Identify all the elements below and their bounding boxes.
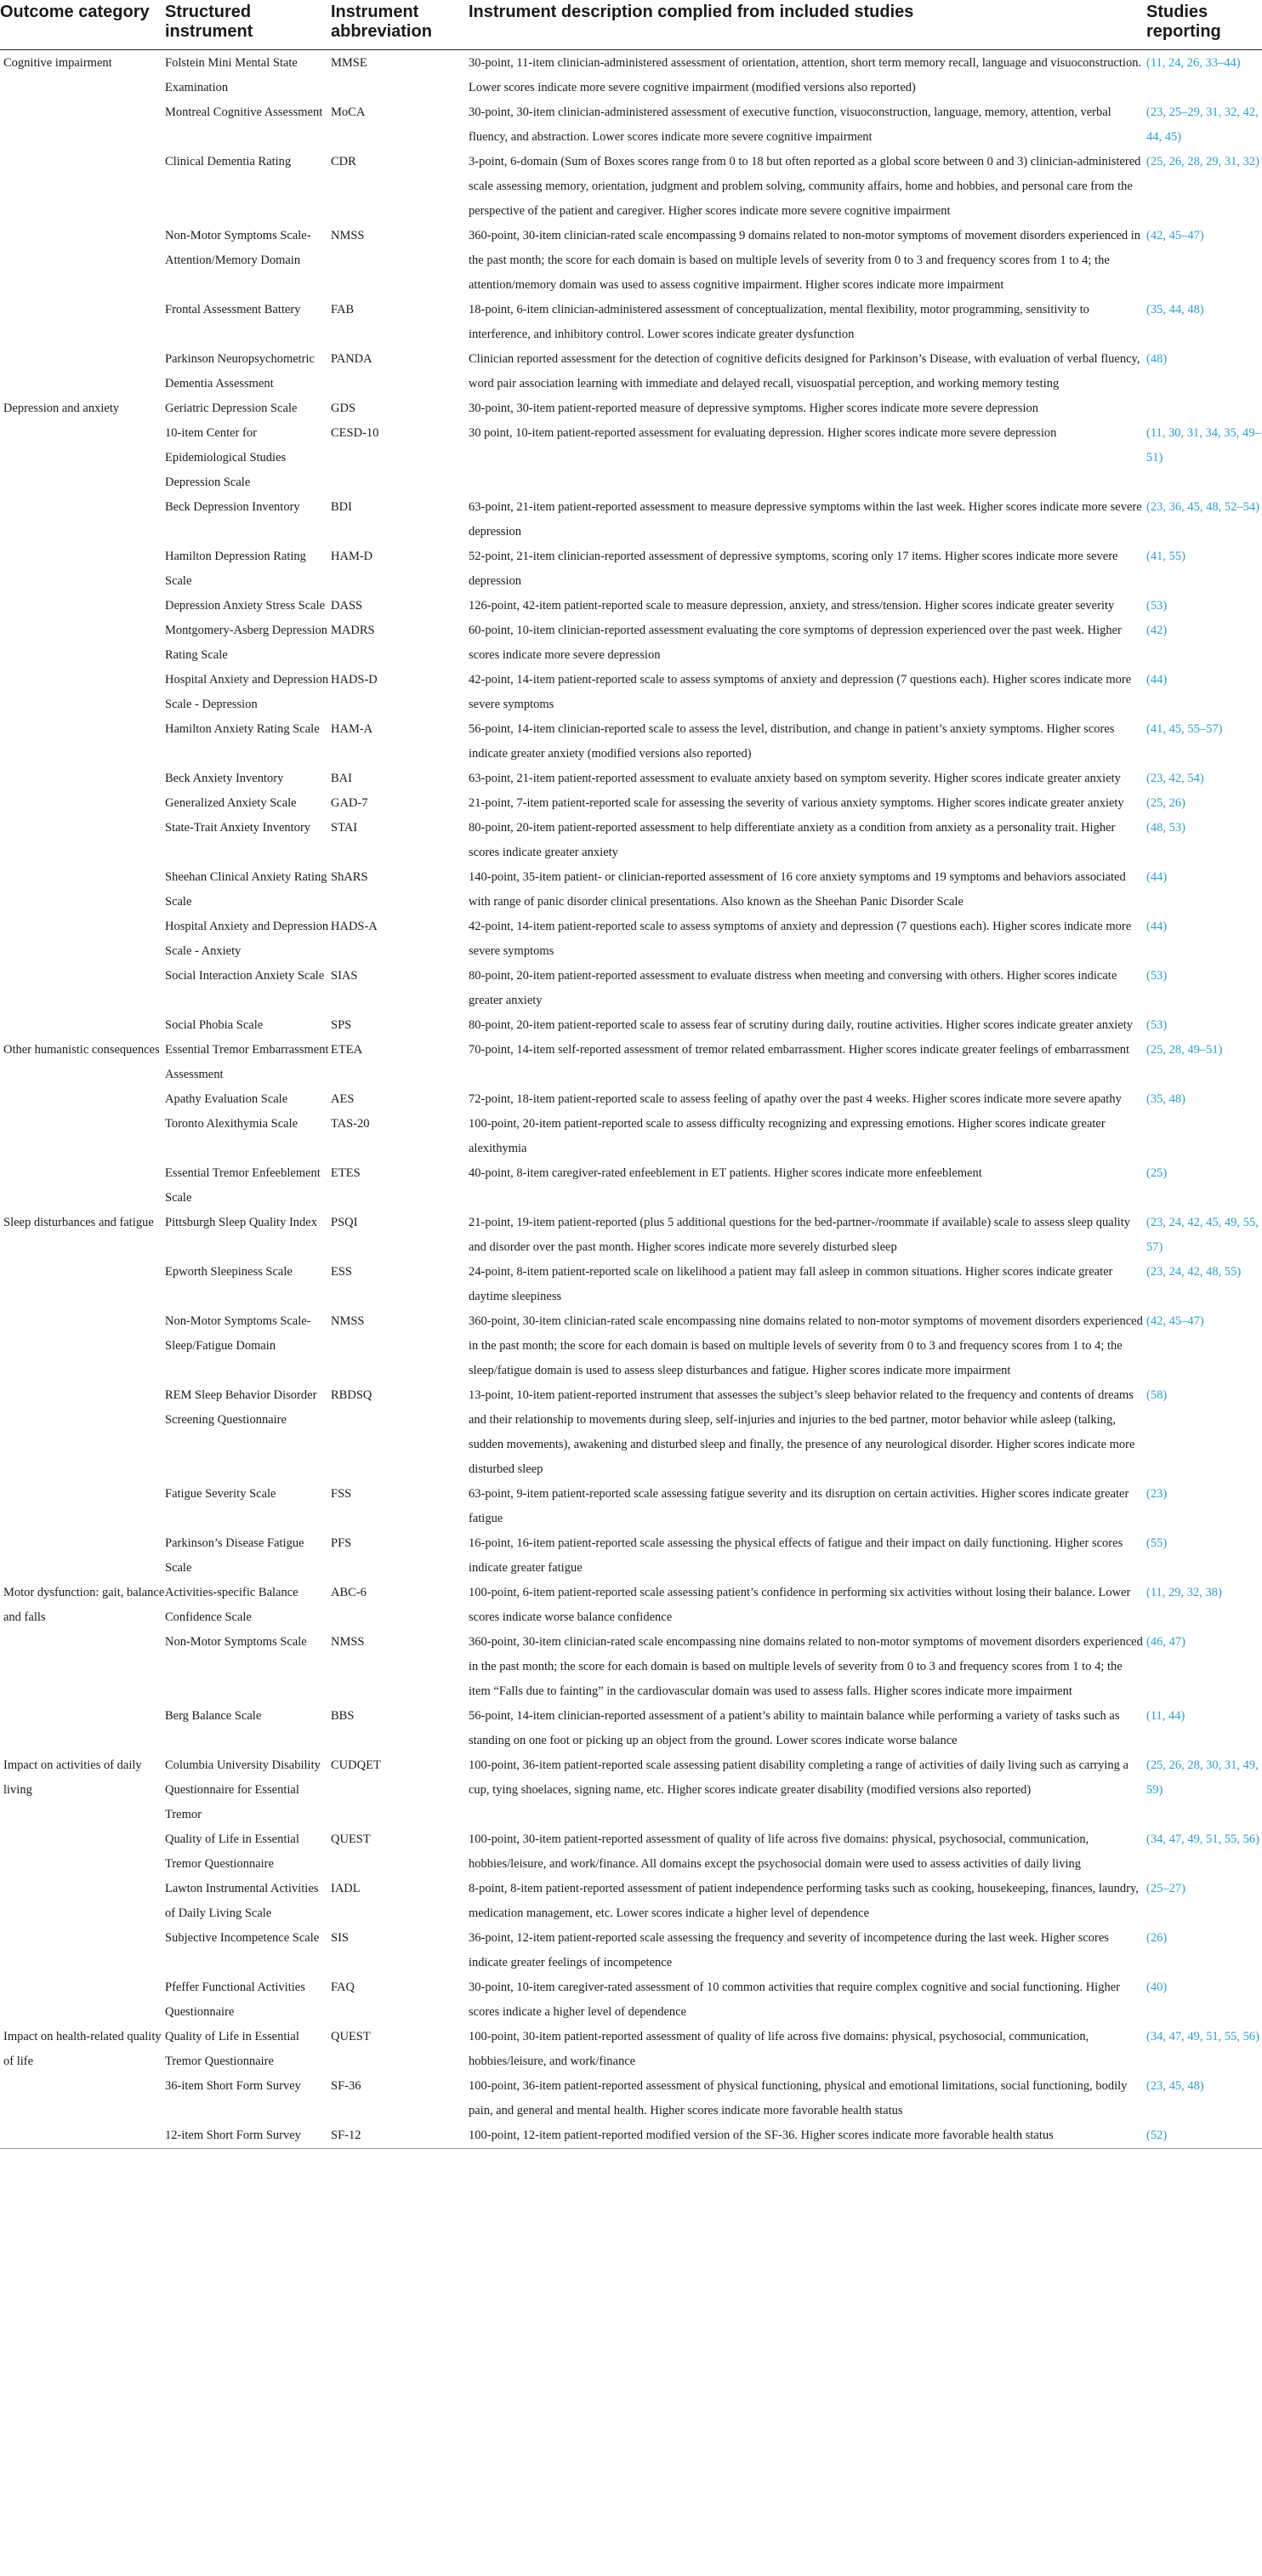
cell-abbreviation: BDI xyxy=(331,500,352,514)
cell-studies-reporting xyxy=(1146,1112,1262,1161)
cell-description: 360-point, 30-item clinician-rated scale encompassing 9 domains related to non-motor symptoms of movement disorders experienced in the past month; the score for each domain is based on multiple levels of severity from 0 to 3 and frequency scores from 1 to 4; the attention/memory domain was used to assess cognitive impairment. Higher scores indicate more impairment xyxy=(469,229,1141,292)
cell-abbreviation: STAI xyxy=(331,821,358,835)
cell-outcome-category: Cognitive impairment xyxy=(3,56,112,70)
cell-outcome-category xyxy=(0,224,165,298)
cell-instrument-name: State-Trait Anxiety Inventory xyxy=(165,821,311,835)
cell-abbreviation: SIAS xyxy=(331,969,358,983)
cell-description: 21-point, 19-item patient-reported (plus 5 additional questions for the bed-partner-/roommate if available) scale to assess sleep quality and disorder over the past month. Higher scores indicate more severely disturbed sleep xyxy=(469,1216,1131,1254)
cell-studies-reporting: (11, 29, 32, 38) xyxy=(1146,1586,1222,1599)
cell-outcome-category xyxy=(0,1482,165,1531)
cell-description: 100-point, 30-item patient-reported assessment of quality of life across five domains: physical, psychosocial, communication, hobbies/leisure, and work/finance xyxy=(469,2030,1089,2068)
cell-abbreviation: NMSS xyxy=(331,229,365,242)
cell-description: 100-point, 6-item patient-reported scale assessing patient’s confidence in performing six activities without losing their balance. Lower scores indicate worse balance confidence xyxy=(469,1586,1131,1624)
cell-studies-reporting: (25, 26) xyxy=(1146,796,1185,810)
cell-instrument-name: Pittsburgh Sleep Quality Index xyxy=(165,1216,317,1229)
table-row xyxy=(0,544,1262,594)
cell-outcome-category xyxy=(0,618,165,668)
table-row xyxy=(0,1975,1262,2025)
cell-outcome-category xyxy=(0,298,165,347)
table-row xyxy=(0,2074,1262,2123)
cell-studies-reporting: (42) xyxy=(1146,624,1168,637)
table-row xyxy=(0,1383,1262,1482)
table-row xyxy=(0,1704,1262,1753)
cell-studies-reporting: (44) xyxy=(1146,920,1168,933)
cell-instrument-name: Social Phobia Scale xyxy=(165,1018,264,1032)
cell-abbreviation: CUDQET xyxy=(331,1758,381,1772)
header-instrument-abbreviation: Instrument abbreviation xyxy=(331,0,469,50)
cell-outcome-category xyxy=(0,1309,165,1383)
cell-outcome-category xyxy=(0,2123,165,2149)
cell-outcome-category xyxy=(0,1260,165,1309)
cell-instrument-name: Fatigue Severity Scale xyxy=(165,1487,276,1501)
cell-instrument-name: Subjective Incompetence Scale xyxy=(165,1931,320,1945)
cell-abbreviation: MoCA xyxy=(331,105,366,119)
table-body xyxy=(0,50,1262,2149)
cell-description: 80-point, 20-item patient-reported assessment to help differentiate anxiety as a condition from anxiety as a personality trait. Higher scores indicate greater anxiety xyxy=(469,821,1116,859)
cell-description: 16-point, 16-item patient-reported scale assessing the physical effects of fatigue and their impact on daily functioning. Higher scores indicate greater fatigue xyxy=(469,1536,1123,1575)
cell-instrument-name: Montreal Cognitive Assessment xyxy=(165,105,323,119)
cell-studies-reporting: (25, 28, 49–51) xyxy=(1146,1043,1223,1057)
cell-abbreviation: DASS xyxy=(331,599,363,613)
cell-description: 360-point, 30-item clinician-rated scale encompassing nine domains related to non-motor symptoms of movement disorders experienced in the past month; the score for each domain is based on multiple levels of severity from 0 to 3 and frequency scores from 1 to 4; the item “Falls due to fainting” in the cardiovascular domain was used to assess falls. Higher scores indicate more impairment xyxy=(469,1635,1143,1698)
cell-studies-reporting: (23, 24, 42, 45, 49, 55, 57) xyxy=(1146,1216,1259,1254)
cell-studies-reporting: (35, 48) xyxy=(1146,1092,1185,1106)
table-row xyxy=(0,1630,1262,1704)
header-studies-reporting: Studies reporting xyxy=(1146,0,1262,50)
cell-abbreviation: QUEST xyxy=(331,1832,371,1846)
cell-instrument-name: Apathy Evaluation Scale xyxy=(165,1092,288,1106)
cell-abbreviation: CESD-10 xyxy=(331,426,379,440)
cell-outcome-category: Sleep disturbances and fatigue xyxy=(3,1216,154,1229)
cell-outcome-category: Depression and anxiety xyxy=(3,402,120,415)
cell-outcome-category xyxy=(0,1827,165,1877)
table-row xyxy=(0,224,1262,298)
cell-description: 360-point, 30-item clinician-rated scale encompassing nine domains related to non-motor symptoms of movement disorders experienced in the past month; the score for each domain is based on multiple levels of severity from 0 to 3 and frequency scores from 1 to 4; the sleep/fatigue domain is used to assess sleep disturbances and fatigue. Higher scores indicate more impairment xyxy=(469,1314,1143,1377)
cell-abbreviation: NMSS xyxy=(331,1314,365,1328)
cell-description: 40-point, 8-item caregiver-rated enfeeblement in ET patients. Higher scores indicate more enfeeblement xyxy=(469,1166,982,1180)
cell-instrument-name: Hamilton Anxiety Rating Scale xyxy=(165,722,320,736)
cell-description: 13-point, 10-item patient-reported instrument that assesses the subject’s sleep behavior related to the frequency and contents of dreams and their relationship to movements during sleep, self-injuries and injuries to the bed partner, motor behavior while asleep (talking, sudden movements), awakening and disturbed sleep and finally, the presence of any neurological disorder. Higher scores indicate more disturbed sleep xyxy=(469,1388,1135,1476)
cell-studies-reporting: (25–27) xyxy=(1146,1882,1185,1895)
cell-studies-reporting: (26) xyxy=(1146,1931,1168,1945)
cell-description: 100-point, 30-item patient-reported assessment of quality of life across five domains: physical, psychosocial, communication, hobbies/leisure, and work/finance. All domains except the psychosocial domain were used to assess activities of daily living xyxy=(469,1832,1089,1871)
cell-outcome-category: Impact on activities of daily living xyxy=(3,1758,142,1797)
cell-studies-reporting: (25) xyxy=(1146,1166,1168,1180)
cell-description: 100-point, 20-item patient-reported scale to assess difficulty recognizing and expressing emotions. Higher scores indicate greater alexithymia xyxy=(469,1117,1106,1155)
cell-outcome-category xyxy=(0,668,165,717)
cell-description: 100-point, 12-item patient-reported modified version of the SF-36. Higher scores indicate more favorable health status xyxy=(469,2123,1146,2149)
cell-abbreviation: GAD-7 xyxy=(331,796,368,810)
cell-abbreviation: PFS xyxy=(331,1536,352,1550)
cell-abbreviation: NMSS xyxy=(331,1635,365,1649)
table-header-row xyxy=(0,0,1262,50)
cell-instrument-name: Quality of Life in Essential Tremor Questionnaire xyxy=(165,1832,299,1871)
cell-description: 126-point, 42-item patient-reported scale to measure depression, anxiety, and stress/tension. Higher scores indicate greater severity xyxy=(469,599,1115,613)
cell-outcome-category: Motor dysfunction: gait, balance and falls xyxy=(3,1586,165,1624)
cell-abbreviation: HAM-D xyxy=(331,550,373,563)
cell-studies-reporting: (48, 53) xyxy=(1146,821,1185,835)
cell-studies-reporting: (53) xyxy=(1146,1018,1168,1032)
cell-outcome-category xyxy=(0,347,165,396)
table-row xyxy=(0,1309,1262,1383)
cell-instrument-name: 36-item Short Form Survey xyxy=(165,2079,301,2093)
cell-studies-reporting: (25, 26, 28, 30, 31, 49, 59) xyxy=(1146,1758,1259,1797)
cell-studies-reporting: (11, 24, 26, 33–44) xyxy=(1146,56,1241,70)
cell-description: 42-point, 14-item patient-reported scale to assess symptoms of anxiety and depression (7 questions each). Higher scores indicate more severe symptoms xyxy=(469,920,1132,958)
cell-instrument-name: Parkinson’s Disease Fatigue Scale xyxy=(165,1536,304,1575)
cell-description: 42-point, 14-item patient-reported scale to assess symptoms of anxiety and depression (7 questions each). Higher scores indicate more severe symptoms xyxy=(469,673,1132,711)
table-row xyxy=(0,1161,1262,1211)
cell-studies-reporting: (48) xyxy=(1146,352,1168,366)
cell-outcome-category xyxy=(0,1087,165,1112)
cell-instrument-name: Depression Anxiety Stress Scale xyxy=(165,599,326,613)
cell-description: 80-point, 20-item patient-reported assessment to evaluate distress when meeting and conversing with others. Higher scores indicate greater anxiety xyxy=(469,969,1117,1007)
table-row xyxy=(0,1211,1262,1260)
table-row xyxy=(0,2123,1262,2149)
table-row xyxy=(0,50,1262,101)
cell-studies-reporting: (11, 30, 31, 34, 35, 49–51) xyxy=(1146,426,1261,464)
cell-instrument-name: Frontal Assessment Battery xyxy=(165,303,301,316)
cell-studies-reporting: (53) xyxy=(1146,969,1168,983)
cell-abbreviation: HADS-A xyxy=(331,920,378,933)
cell-description: 8-point, 8-item patient-reported assessment of patient independence performing tasks such as cooking, housekeeping, finances, laundry, medication management, etc. Lower scores indicate a higher level of dependence xyxy=(469,1882,1139,1920)
cell-studies-reporting: (40) xyxy=(1146,1980,1168,1994)
table-row xyxy=(0,1260,1262,1309)
cell-instrument-name: Epworth Sleepiness Scale xyxy=(165,1265,293,1279)
table-row xyxy=(0,668,1262,717)
cell-abbreviation: FSS xyxy=(331,1487,352,1501)
cell-studies-reporting: (23) xyxy=(1146,1487,1168,1501)
cell-abbreviation: QUEST xyxy=(331,2030,371,2043)
cell-studies-reporting: (42, 45–47) xyxy=(1146,1314,1204,1328)
cell-instrument-name: REM Sleep Behavior Disorder Screening Questionnaire xyxy=(165,1388,317,1427)
cell-studies-reporting: (53) xyxy=(1146,599,1168,613)
cell-description: 60-point, 10-item clinician-reported assessment evaluating the core symptoms of depression experienced over the past week. Higher scores indicate more severe depression xyxy=(469,624,1122,662)
cell-instrument-name: Berg Balance Scale xyxy=(165,1709,262,1723)
cell-studies-reporting: (42, 45–47) xyxy=(1146,229,1204,242)
cell-instrument-name: Beck Depression Inventory xyxy=(165,500,300,514)
cell-instrument-name: Hospital Anxiety and Depression Scale - Depression xyxy=(165,673,329,711)
cell-description: 36-point, 12-item patient-reported scale assessing the frequency and severity of incompetence during the last week. Higher scores indicate greater feelings of incompetence xyxy=(469,1931,1109,1969)
table-row xyxy=(0,421,1262,495)
table-row xyxy=(0,915,1262,964)
cell-outcome-category xyxy=(0,1161,165,1211)
cell-instrument-name: Geriatric Depression Scale xyxy=(165,402,298,415)
cell-studies-reporting: (58) xyxy=(1146,1388,1168,1402)
cell-studies-reporting: (23, 45, 48) xyxy=(1146,2079,1204,2093)
cell-instrument-name: Montgomery-Asberg Depression Rating Scale xyxy=(165,624,328,662)
cell-instrument-name: Columbia University Disability Questionnaire for Essential Tremor xyxy=(165,1758,321,1821)
cell-instrument-name: 10-item Center for Epidemiological Studies Depression Scale xyxy=(165,426,287,489)
cell-description: 63-point, 9-item patient-reported scale assessing fatigue severity and its disruption on certain activities. Higher scores indicate greater fatigue xyxy=(469,1487,1129,1525)
cell-description: 30-point, 11-item clinician-administered assessment of orientation, attention, short term memory recall, language and visuoconstruction. Lower scores indicate more severe cognitive impairment (modified versions also reported) xyxy=(469,56,1142,94)
cell-description: 18-point, 6-item clinician-administered assessment of conceptualization, mental flexibility, motor programming, sensitivity to interference, and inhibitory control. Lower scores indicate greater dysfunction xyxy=(469,303,1089,341)
cell-abbreviation: SF-12 xyxy=(331,2123,469,2149)
table-row xyxy=(0,100,1262,150)
cell-abbreviation: SF-36 xyxy=(331,2079,361,2093)
cell-instrument-name: Generalized Anxiety Scale xyxy=(165,796,297,810)
header-structured-instrument: Structured instrument xyxy=(165,0,331,50)
cell-description: 24-point, 8-item patient-reported scale on likelihood a patient may fall asleep in common situations. Higher scores indicate greater daytime sleepiness xyxy=(469,1265,1113,1303)
table-row xyxy=(0,150,1262,224)
cell-instrument-name: Quality of Life in Essential Tremor Questionnaire xyxy=(165,2030,299,2068)
cell-instrument-name: Lawton Instrumental Activities of Daily Living Scale xyxy=(165,1882,319,1920)
cell-description: 63-point, 21-item patient-reported assessment to measure depressive symptoms within the last week. Higher scores indicate more severe depression xyxy=(469,500,1142,539)
cell-abbreviation: ETES xyxy=(331,1166,361,1180)
header-instrument-description: Instrument description complied from included studies xyxy=(469,0,1146,50)
cell-abbreviation: MMSE xyxy=(331,56,367,70)
cell-studies-reporting: (23, 24, 42, 48, 55) xyxy=(1146,1265,1242,1279)
cell-outcome-category xyxy=(0,1975,165,2025)
cell-description: 30-point, 10-item caregiver-rated assessment of 10 common activities that require complex cognitive and social functioning. Higher scores indicate a higher level of dependence xyxy=(469,1980,1120,2019)
cell-outcome-category xyxy=(0,1630,165,1704)
cell-abbreviation: HAM-A xyxy=(331,722,373,736)
cell-outcome-category xyxy=(0,865,165,915)
table-row xyxy=(0,1087,1262,1112)
cell-abbreviation: IADL xyxy=(331,1882,361,1895)
cell-studies-reporting: (52) xyxy=(1146,2123,1262,2149)
table-row xyxy=(0,1112,1262,1161)
cell-abbreviation: SIS xyxy=(331,1931,349,1945)
cell-instrument-name: Essential Tremor Embarrassment Assessment xyxy=(165,1043,329,1081)
cell-outcome-category xyxy=(0,964,165,1013)
table-row xyxy=(0,618,1262,668)
table-row xyxy=(0,2025,1262,2074)
cell-description: 21-point, 7-item patient-reported scale for assessing the severity of various anxiety symptoms. Higher scores indicate greater anxiety xyxy=(469,796,1124,810)
cell-abbreviation: PSQI xyxy=(331,1216,358,1229)
cell-studies-reporting: (35, 44, 48) xyxy=(1146,303,1204,316)
table-row xyxy=(0,1531,1262,1581)
cell-abbreviation: GDS xyxy=(331,402,356,415)
cell-outcome-category xyxy=(0,594,165,618)
cell-abbreviation: PANDA xyxy=(331,352,372,366)
cell-description: 72-point, 18-item patient-reported scale to assess feeling of apathy over the past 4 weeks. Higher scores indicate more severe apathy xyxy=(469,1092,1122,1106)
table-row xyxy=(0,1926,1262,1975)
cell-studies-reporting: (44) xyxy=(1146,673,1168,687)
table-row xyxy=(0,495,1262,544)
table-row xyxy=(0,396,1262,421)
cell-studies-reporting: (34, 47, 49, 51, 55, 56) xyxy=(1146,2030,1259,2043)
cell-instrument-name: Non-Motor Symptoms Scale xyxy=(165,1635,307,1649)
cell-outcome-category xyxy=(0,1383,165,1482)
cell-description: 70-point, 14-item self-reported assessment of tremor related embarrassment. Higher scores indicate greater feelings of embarrassment xyxy=(469,1043,1130,1057)
cell-description: 100-point, 36-item patient-reported assessment of physical functioning, physical and emotional limitations, social functioning, bodily pain, and general and mental health. Higher scores indicate more favorable health status xyxy=(469,2079,1128,2117)
table-row xyxy=(0,1013,1262,1038)
cell-abbreviation: BAI xyxy=(331,772,352,785)
cell-abbreviation: AES xyxy=(331,1092,355,1106)
cell-description: 30-point, 30-item clinician-administered assessment of executive function, visuoconstruction, language, memory, attention, verbal fluency, and abstraction. Lower scores indicate more severe cognitive impairment xyxy=(469,105,1111,144)
table-row xyxy=(0,1827,1262,1877)
cell-description: 30-point, 30-item patient-reported measure of depressive symptoms. Higher scores indicate more severe depression xyxy=(469,402,1039,415)
cell-studies-reporting xyxy=(1146,396,1262,421)
cell-outcome-category xyxy=(0,421,165,495)
cell-instrument-name: Sheehan Clinical Anxiety Rating Scale xyxy=(165,870,327,909)
cell-abbreviation: HADS-D xyxy=(331,673,378,687)
cell-outcome-category xyxy=(0,1112,165,1161)
table-row xyxy=(0,717,1262,767)
cell-instrument-name: Hospital Anxiety and Depression Scale - Anxiety xyxy=(165,920,329,958)
cell-description: 100-point, 36-item patient-reported scale assessing patient disability completing a range of activities of daily living such as carrying a cup, tying shoelaces, signing name, etc. Higher scores indicate greater disability (modified versions also reported) xyxy=(469,1758,1128,1797)
cell-description: 56-point, 14-item clinician-reported scale to assess the level, distribution, and change in patient’s anxiety symptoms. Higher scores indicate greater anxiety (modified versions also reported) xyxy=(469,722,1115,761)
cell-description: 80-point, 20-item patient-reported scale to assess fear of scrutiny during daily, routine activities. Higher scores indicate greater anxiety xyxy=(469,1018,1133,1032)
cell-instrument-name: Beck Anxiety Inventory xyxy=(165,772,284,785)
cell-abbreviation: FAB xyxy=(331,303,355,316)
cell-instrument-name: Non-Motor Symptoms Scale-Sleep/Fatigue Domain xyxy=(165,1314,311,1353)
table-row xyxy=(0,1581,1262,1630)
cell-outcome-category xyxy=(0,495,165,544)
cell-instrument-name: Pfeffer Functional Activities Questionnaire xyxy=(165,1980,305,2019)
cell-instrument-name: Hamilton Depression Rating Scale xyxy=(165,550,306,588)
header-outcome-category: Outcome category xyxy=(0,0,165,50)
cell-description: 63-point, 21-item patient-reported assessment to evaluate anxiety based on symptom severity. Higher scores indicate greater anxiety xyxy=(469,772,1121,785)
cell-outcome-category xyxy=(0,1704,165,1753)
cell-studies-reporting: (25, 26, 28, 29, 31, 32) xyxy=(1146,155,1259,168)
cell-description: Clinician reported assessment for the detection of cognitive deficits designed for Parkinson’s Disease, with evaluation of verbal fluency, word pair association learning with immediate and delayed recall, visuospatial perception, and working memory testing xyxy=(469,352,1140,390)
cell-studies-reporting: (11, 44) xyxy=(1146,1709,1185,1723)
table-row xyxy=(0,1877,1262,1926)
cell-instrument-name: Social Interaction Anxiety Scale xyxy=(165,969,325,983)
cell-studies-reporting: (23, 36, 45, 48, 52–54) xyxy=(1146,500,1259,514)
cell-abbreviation: FAQ xyxy=(331,1980,355,1994)
cell-outcome-category xyxy=(0,717,165,767)
cell-instrument-name: Essential Tremor Enfeeblement Scale xyxy=(165,1166,321,1205)
table-row xyxy=(0,816,1262,865)
cell-studies-reporting: (41, 45, 55–57) xyxy=(1146,722,1223,736)
cell-outcome-category xyxy=(0,2074,165,2123)
table-row xyxy=(0,865,1262,915)
cell-outcome-category xyxy=(0,150,165,224)
cell-abbreviation: ABC-6 xyxy=(331,1586,367,1599)
cell-outcome-category xyxy=(0,767,165,791)
cell-description: 140-point, 35-item patient- or clinician-reported assessment of 16 core anxiety symptoms and 19 symptoms and behaviors associated with range of panic disorder clinical presentations. Also known as the Sheehan Panic Disorder Scale xyxy=(469,870,1126,909)
cell-instrument-name: Clinical Dementia Rating xyxy=(165,155,292,168)
cell-studies-reporting: (46, 47) xyxy=(1146,1635,1185,1649)
table-row xyxy=(0,347,1262,396)
cell-instrument-name: Parkinson Neuropsychometric Dementia Assessment xyxy=(165,352,315,390)
cell-outcome-category xyxy=(0,816,165,865)
cell-abbreviation: MADRS xyxy=(331,624,375,637)
cell-outcome-category xyxy=(0,1531,165,1581)
cell-outcome-category: Impact on health-related quality of life xyxy=(3,2030,162,2068)
cell-abbreviation: SPS xyxy=(331,1018,352,1032)
cell-outcome-category xyxy=(0,1877,165,1926)
cell-instrument-name: Non-Motor Symptoms Scale-Attention/Memory Domain xyxy=(165,229,311,267)
table-row xyxy=(0,791,1262,816)
cell-outcome-category xyxy=(0,1013,165,1038)
table-row xyxy=(0,767,1262,791)
cell-outcome-category xyxy=(0,915,165,964)
cell-studies-reporting: (55) xyxy=(1146,1536,1168,1550)
cell-outcome-category xyxy=(0,544,165,594)
cell-description: 30 point, 10-item patient-reported assessment for evaluating depression. Higher scores indicate more severe depression xyxy=(469,426,1057,440)
table-row xyxy=(0,1038,1262,1087)
cell-abbreviation: ETEA xyxy=(331,1043,363,1057)
cell-abbreviation: TAS-20 xyxy=(331,1117,370,1131)
table-row xyxy=(0,1753,1262,1827)
cell-abbreviation: CDR xyxy=(331,155,356,168)
cell-studies-reporting: (23, 25–29, 31, 32, 42, 44, 45) xyxy=(1146,105,1259,144)
cell-studies-reporting: (23, 42, 54) xyxy=(1146,772,1204,785)
table-row xyxy=(0,1482,1262,1531)
cell-abbreviation: BBS xyxy=(331,1709,355,1723)
cell-abbreviation: ESS xyxy=(331,1265,352,1279)
cell-description: 3-point, 6-domain (Sum of Boxes scores range from 0 to 18 but often reported as a global score between 0 and 3) clinician-administered scale assessing memory, orientation, judgment and problem solving, community affairs, home and hobbies, and personal care from the perspective of the patient and caregiver. Higher scores indicate more severe cognitive impairment xyxy=(469,155,1141,218)
cell-studies-reporting: (41, 55) xyxy=(1146,550,1185,563)
cell-studies-reporting: (34, 47, 49, 51, 55, 56) xyxy=(1146,1832,1259,1846)
cell-abbreviation: ShARS xyxy=(331,870,368,884)
cell-instrument-name: Activities-specific Balance Confidence Scale xyxy=(165,1586,298,1624)
cell-description: 52-point, 21-item clinician-reported assessment of depressive symptoms, scoring only 17 items. Higher scores indicate more severe depression xyxy=(469,550,1118,588)
table-row xyxy=(0,594,1262,618)
table-row xyxy=(0,964,1262,1013)
cell-instrument-name: Toronto Alexithymia Scale xyxy=(165,1117,298,1131)
cell-abbreviation: RBDSQ xyxy=(331,1388,372,1402)
cell-outcome-category xyxy=(0,1926,165,1975)
cell-outcome-category xyxy=(0,791,165,816)
cell-description: 56-point, 14-item clinician-reported assessment of a patient’s ability to maintain balance while performing a variety of tasks such as standing on one foot or picking up an object from the ground. Lower scores indicate worse balance xyxy=(469,1709,1120,1747)
cell-instrument-name: Folstein Mini Mental State Examination xyxy=(165,56,298,94)
cell-studies-reporting: (44) xyxy=(1146,870,1168,884)
cell-outcome-category xyxy=(0,100,165,150)
table-row xyxy=(0,298,1262,347)
cell-instrument-name: 12-item Short Form Survey xyxy=(165,2123,331,2149)
cell-outcome-category: Other humanistic consequences xyxy=(3,1043,160,1057)
